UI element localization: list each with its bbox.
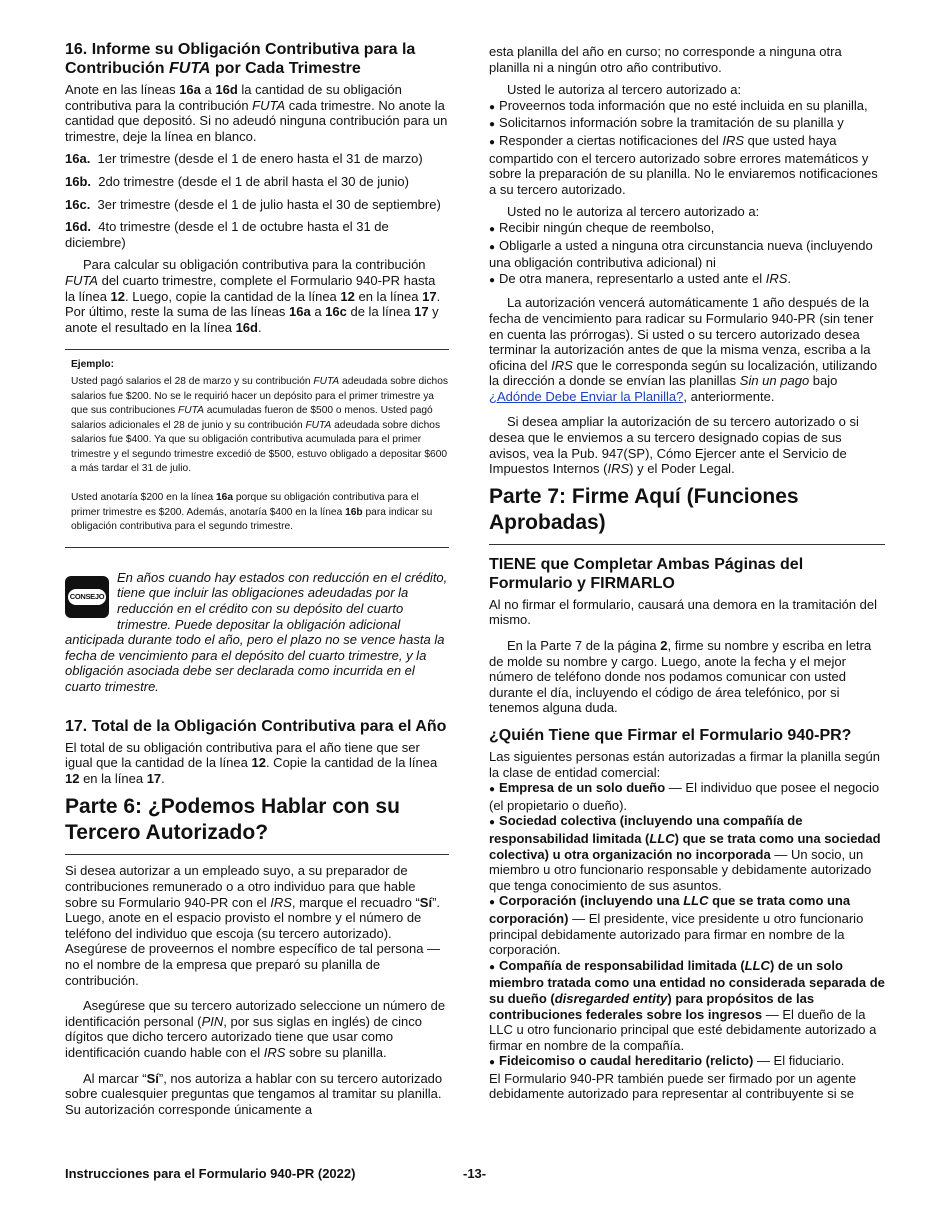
quarter-16d: 16d. 4to trimestre (desde el 1 de octubre hasta el 31 de diciembre) bbox=[65, 219, 389, 250]
quarter-16c: 16c. 3er trimestre (desde el 1 de julio hasta el 30 de septiembre) bbox=[65, 196, 441, 212]
section-16-heading bbox=[65, 40, 449, 78]
example-box bbox=[65, 350, 449, 535]
heading-text: FUTA bbox=[168, 60, 211, 77]
s16-intro-paragraph: Anote en las líneas 16a a 16d la cantidad de su obligación contributiva para la contribución FUTA cada trimestre. No anote la cantidad que depositó. Si no adeudó ninguna contribución para un trimestre, deje la línea en blanco. bbox=[65, 82, 448, 144]
s17-paragraph: El total de su obligación contributiva para el año tiene que ser igual que la cantidad de la línea 12. Copie la cantidad de la línea 12 en la línea 17. bbox=[65, 739, 438, 786]
consejo-label: CONSEJO bbox=[68, 589, 106, 605]
divider bbox=[65, 854, 449, 855]
tip-text: En años cuando hay estados con reducción en el crédito, tiene que incluir las obligaciones adeudadas por la reducción en el crédito con su depósito del cuarto trimestre. Puede depositar la obligación adicional anticipada durante todo el año, pero el plazo no se vence hasta la fecha de vencimiento para el depósito del cuarto trimestre, y la obligación asociada debe ser declarada como incurrida en el cuarto trimestre. bbox=[65, 569, 448, 694]
tiene-heading: TIENE que Completar Ambas Páginas del Formulario y FIRMARLO bbox=[489, 555, 804, 592]
p6-paragraph-3: Al marcar “Sí”, nos autoriza a hablar con su tercero autorizado sobre cualesquier preguntas que tengamos al tramitar su planilla. Su autorización corresponde únicamente a bbox=[65, 1070, 443, 1117]
quien-paragraph: Las siguientes personas están autorizadas a firmar la planilla según la clase de entidad comercial: bbox=[489, 749, 880, 780]
example-paragraph-1: Usted pagó salarios el 28 de marzo y su contribución FUTA adeudada sobre dichos salarios fue $200. No se le requirió hacer un depósito para el primer trimestre ya que sus contribuciones FUTA acumuladas fueron de $500 o menos. Usted pagó salarios adicionales el 28 de junio y su contribución FUTA adeudada sobre dichos salarios fue $400. Ya que su obligación contributiva acumulada para el primer trimestre y el segundo trimestre excedió de $500, estuvo obligado a depositar $600 a más tardar el 31 de julio. bbox=[71, 375, 448, 475]
p6-paragraph-2: Asegúrese que su tercero autorizado seleccione un número de identificación personal (PIN, por sus siglas en inglés) de cinco dígitos que dicho tercero autorizado tiene que usar como identificación cuando hable con el IRS sobre su planilla. bbox=[65, 998, 446, 1060]
p6-paragraph-1: Si desea autorizar a un empleado suyo, a su preparador de contribuciones remunerado o a otro individuo para que hable sobre su Formulario 940-PR con el IRS, marque el recuadro “Sí”. Luego, anote en el espacio provisto el nombre y el número de teléfono del individuo que escoja (su tercero autorizado). Asegúrese de proveernos el nombre específico de tal persona —no el nombre de la empresa que preparó su planilla de contribución. bbox=[65, 863, 441, 988]
last-paragraph: El Formulario 940-PR también puede ser firmado por un agente debidamente autorizado para representar al contribuyente si se bbox=[489, 1070, 857, 1102]
entity-item: ● Sociedad colectiva (incluyendo una compañía de responsabilidad limitada (LLC) que se trata como una sociedad colectiva) u otra organización no incorporada — Un socio, un miembro u otro funcionario responsable y debidamente autorizado que tenga conocimiento de sus asuntos. bbox=[489, 813, 881, 893]
section-17-heading: 17. Total de la Obligación Contributiva para el Año bbox=[65, 717, 447, 735]
not-authorize-item: ● De otra manera, representarlo a usted ante el IRS. bbox=[489, 270, 791, 286]
left-column bbox=[65, 40, 449, 1124]
divider bbox=[65, 547, 449, 548]
divider bbox=[489, 544, 885, 545]
s16-calc-paragraph: Para calcular su obligación contributiva para la contribución FUTA del cuarto trimestre, complete el Formulario 940-PR hasta la línea 12. Luego, copie la cantidad de la línea 12 en la línea 17. Por último, reste la suma de las líneas 16a a 16c de la línea 17 y anote el resultado en la línea 16d. bbox=[65, 257, 441, 335]
footer-title: Instrucciones para el Formulario 940-PR (2022) bbox=[65, 1166, 356, 1181]
page-number: -13- bbox=[463, 1166, 487, 1181]
authorize-item: ● Solicitarnos información sobre la tramitación de su planilla y bbox=[489, 115, 844, 131]
entity-item: ● Empresa de un solo dueño — El individuo que posee el negocio (el propietario o dueño). bbox=[489, 780, 880, 813]
consejo-icon bbox=[65, 576, 109, 618]
part-7-paragraph: En la Parte 7 de la página 2, firme su nombre y escriba en letra de molde su nombre y cargo. Luego, anote la fecha y el mejor número de teléfono donde nos podamos comunicar con usted durante el día, incluyendo el código de área telefónico, por si tenemos alguna duda. bbox=[489, 638, 872, 716]
tiene-paragraph: Al no firmar el formulario, causará una demora en la tramitación del mismo. bbox=[489, 596, 878, 628]
not-authorize-intro: Usted no le autoriza al tercero autorizado a: bbox=[507, 204, 760, 220]
not-authorize-item: ● Obligarle a usted a ninguna otra circunstancia nueva (incluyendo una obligación contributiva adicional) ni bbox=[489, 237, 873, 271]
quarter-16b: 16b. 2do trimestre (desde el 1 de abril hasta el 30 de junio) bbox=[65, 173, 409, 189]
expiration-paragraph: La autorización vencerá automáticamente 1 año después de la fecha de vencimiento para radicar su Formulario 940-PR (sin tener en cuenta las prórrogas). Si usted o su tercero autorizado desea terminar la autorización antes de que la misma venza, escriba a la oficina del IRS que le corresponda según su localización, utilizando la dirección a donde se envían las planillas Sin un pago bajo ¿Adónde Debe Enviar la Planilla?, anteriormente. bbox=[489, 295, 878, 404]
heading-text: 16. Informe su Obligación Contributiva para la Contribución bbox=[65, 41, 416, 77]
entity-item: ● Fideicomiso o caudal hereditario (relicto) — El fiduciario. bbox=[489, 1053, 845, 1069]
quien-heading: ¿Quién Tiene que Firmar el Formulario 940-PR? bbox=[489, 727, 852, 744]
extend-paragraph: Si desea ampliar la autorización de su tercero autorizado o si desea que le enviemos a su tercero designado copias de sus avisos, vea la Pub. 947(SP), Cómo Ejercer ante el Servicio de Impuestos Internos (IRS) y el Poder Legal. bbox=[489, 414, 859, 477]
entity-item: ● Compañía de responsabilidad limitada (LLC) de un solo miembro tratada como una entidad no considerada separada de su dueño (disregarded entity) para propósitos de las contribuciones federales sobre los ingresos — El dueño de la LLC u otro funcionario principal que esté debidamente autorizado a firmar en nombre de la compañía. bbox=[489, 957, 885, 1053]
part-7-heading: Parte 7: Firme Aquí (Funciones Aprobadas) bbox=[489, 484, 799, 534]
authorize-intro: Usted le autoriza al tercero autorizado a: bbox=[507, 82, 742, 98]
example-paragraph-2: Usted anotaría $200 en la línea 16a porque su obligación contributiva para el primer trimestre es $200. Además, anotaría $400 en la línea 16b para indicar su obligación contributiva para el segundo trimestre. bbox=[71, 492, 433, 533]
part-6-heading: Parte 6: ¿Podemos Hablar con su Tercero Autorizado? bbox=[65, 795, 400, 845]
tip-box bbox=[65, 570, 449, 695]
heading-text: por Cada Trimestre bbox=[210, 60, 361, 77]
entity-item: ● Corporación (incluyendo una LLC que se trata como una corporación) — El presidente, vice presidente u otro funcionario principal debidamente autorizado para firmar en nombre de la corporación. bbox=[489, 893, 864, 958]
right-column bbox=[489, 44, 885, 1102]
where-to-file-link[interactable]: ¿Adónde Debe Enviar la Planilla? bbox=[489, 388, 684, 404]
not-authorize-item: ● Recibir ningún cheque de reembolso, bbox=[489, 219, 715, 235]
authorize-item: ● Proveernos toda información que no esté incluida en su planilla, bbox=[489, 97, 868, 113]
quarter-16a: 16a. 1er trimestre (desde el 1 de enero hasta el 31 de marzo) bbox=[65, 151, 423, 167]
example-heading: Ejemplo: bbox=[71, 359, 115, 371]
continued-paragraph: esta planilla del año en curso; no corresponde a ninguna otra planilla ni a ningún otro año contributivo. bbox=[489, 44, 842, 75]
page-footer bbox=[65, 1166, 885, 1181]
authorize-item: ● Responder a ciertas notificaciones del IRS que usted haya compartido con el tercero autorizado sobre errores matemáticos y sobre la preparación de su planilla. No le enviaremos notificaciones a su tercero autorizado. bbox=[489, 132, 878, 197]
